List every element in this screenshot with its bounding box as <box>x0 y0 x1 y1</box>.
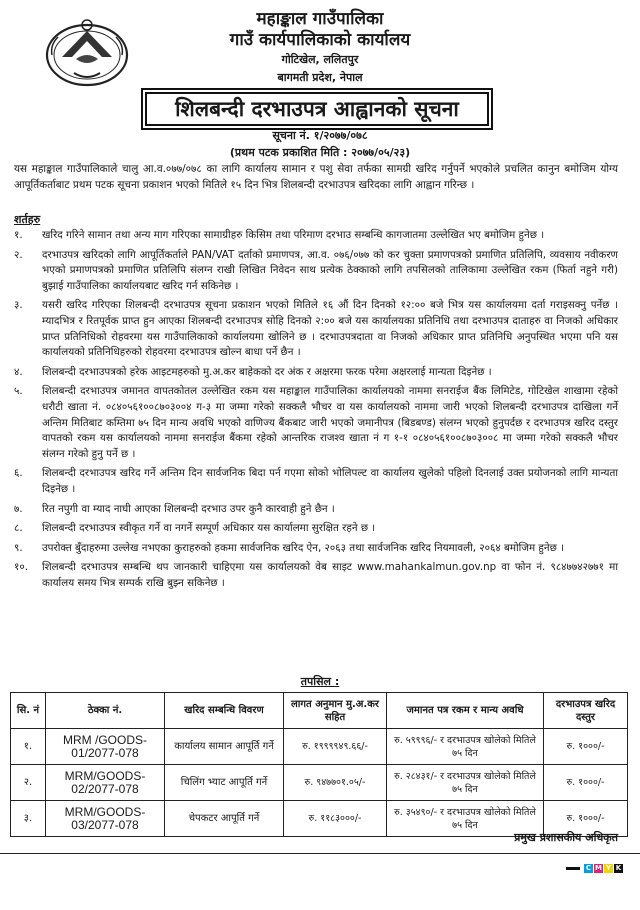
cell-security: रु. ३५४९०/- र दरभाउपत्र खोलेको मितिले ७५ दिन <box>387 801 544 837</box>
registration-bar <box>566 867 580 870</box>
term-item <box>14 248 618 295</box>
cell-security: रु. ५९९९६/- र दरभाउपत्र खोलेको मितिले ७५ दिन <box>387 729 544 765</box>
terms-list <box>14 228 618 595</box>
bottom-divider <box>0 853 640 854</box>
term-text: शिलबन्दी दरभाउपत्रको हरेक आइटमहरुको मु.अ.कर बाहेकको दर अंक र अक्षरमा फरक परेमा अक्षरलाई मान्यता दिइनेछ । <box>42 365 492 378</box>
cell-sn: १. <box>11 729 46 765</box>
cell-estimate: रु. ९४७७०१.०५/- <box>284 765 387 801</box>
yellow-chip: Y <box>605 863 612 872</box>
term-number: ५. <box>14 385 23 398</box>
term-number: ७. <box>14 502 23 515</box>
cell-fee: रु. १०००/- <box>544 729 628 765</box>
term-item <box>14 228 618 244</box>
term-number: ८. <box>14 522 23 535</box>
term-text: शिलबन्दी दरभाउपत्र स्वीकृत गर्ने वा नगर्ने सम्पूर्ण अधिकार यस कार्यालमा सुरक्षित रहने छ । <box>42 522 376 535</box>
intro-paragraph: यस महाङ्काल गाउँपालिकाले चालु आ.व.०७७/०७८ का लागि कार्यालय सामान र पशु सेवा तर्फका सामग्री खरिद गर्नुपर्ने भएकोले प्रचलित कानुन बमोजिम योग्य आपूर्तिकर्ताबाट प्रथम पटक सूचना प्रकाशन भएको मितिले १५ दिन भित्र शिलबन्दी दरभाउपत्र खरिदका लागि आह्वान गरिन्छ । <box>14 163 618 191</box>
term-item <box>14 384 618 462</box>
cell-sn: २. <box>11 765 46 801</box>
term-number: १. <box>14 229 23 241</box>
executive-office-name: गाउँ कार्यपालिकाको कार्यालय <box>229 30 411 50</box>
cell-contract-no: MRM /GOODS-01/2077-078 <box>46 729 165 765</box>
term-text: उपरोक्त बुँदाहरुमा उल्लेख नभएका कुराहरुको हकमा सार्वजनिक खरिद ऐन, २०६३ तथा सार्वजनिक खरिद नियमावली, २०६४ बमोजिम हुनेछ । <box>42 541 564 554</box>
cell-description: चिलिंग भ्याट आपूर्ति गर्ने <box>165 765 284 801</box>
terms-heading: शर्तहरु <box>14 213 41 226</box>
cell-sn: ३. <box>11 801 46 837</box>
notice-banner-title: शिलबन्दी दरभाउपत्र आह्वानको सूचना <box>145 92 489 126</box>
term-text: शिलबन्दी दरभाउपत्र सम्बन्धि थप जानकारी चाहिएमा यस कार्यालयको वेब साइट www.mahankalmun.gov.np वा फोन नं. ९८४७७४२७७१ मा कार्यालय समय भित्र सम्पर्क राखि बुझ्न सकिनेछ । <box>42 561 618 589</box>
cell-fee: रु. १०००/- <box>544 765 628 801</box>
term-item <box>14 521 618 537</box>
cell-security: रु. २८४३१/- र दरभाउपत्र खोलेको मितिले ७५ दिन <box>387 765 544 801</box>
cell-description: चेपकटर आपूर्ति गर्ने <box>165 801 284 837</box>
cell-estimate: रु. ११८३०००/- <box>284 801 387 837</box>
table-header-row <box>11 693 628 729</box>
col-header-security: जमानत पत्र रकम र मान्य अवधि <box>387 693 544 729</box>
cyan-chip: C <box>585 863 592 872</box>
office-location: गोटिखेल, ललितपुर <box>281 53 359 66</box>
term-text: शिलबन्दी दरभाउपत्र जमानत वापतकोतल उल्लेखित रकम यस महाङ्काल गाउँपालिका कार्यालयको नाममा सनराईज बैंक लिमिटेड, गोटिखेल शाखामा रहेको धरौटी खाता नं. ०८४०५६१००८७०३००४ ग-३ मा जम्मा गरेको सक्कलै भौचर वा यस कार्यालयको नाममा जारी भएको शिलबन्दी दरभाउपत्र दाखिला गर्ने अन्तिम मितिबाट कम्तिमा ७५ दिन मान्य अवधि भएको वाणिज्य बैंकबाट जारी भएको जमानीपत्र (बिडबण्ड) संलग्न भएको हुनुपर्दछ र दरभाउपत्र खरिद दस्तुर वापतको रकम यस कार्यालयको नाममा सनराईज बैंकमा रहेको आन्तरिक राजश्व खाता नं ग १-१ ०८४०५६१००८७०३००८ मा जम्मा गरेको सक्कलै भौचर संलग्न गरेको हुनु पर्ने छ । <box>42 385 618 460</box>
cell-fee: रु. १०००/- <box>544 801 628 837</box>
publication-date: (प्रथम पटक प्रकाशित मिति : २०७७/०५/२३) <box>229 146 411 159</box>
office-province: बागमती प्रदेश, नेपाल <box>277 71 363 84</box>
col-header-sn: सि. नं <box>11 693 46 729</box>
term-text: रित नपुगी वा म्याद नाघी आएका शिलबन्दी दरभाउ उपर कुनै कारवाही हुने छैन । <box>42 502 335 515</box>
term-item <box>14 541 618 557</box>
term-number: १०. <box>14 561 28 574</box>
col-header-contract-no: ठेक्का नं. <box>46 693 165 729</box>
term-number: ६. <box>14 467 23 480</box>
col-header-estimate: लागत अनुमान मु.अ.कर सहित <box>284 693 387 729</box>
nepal-emblem-icon <box>44 15 130 87</box>
col-header-fee: दरभाउपत्र खरिद दस्तुर <box>544 693 628 729</box>
cmyk-print-mark <box>566 863 624 873</box>
office-name: महाङ्काल गाउँपालिका <box>256 9 384 29</box>
table-row <box>11 765 628 801</box>
notice-number: सूचना नं. १/२०७७/०७८ <box>272 129 368 142</box>
term-item <box>14 298 618 360</box>
schedule-title: तपसिल : <box>300 675 340 688</box>
term-text: खरिद गरिने सामान तथा अन्य माग गरिएका सामाग्रीहरु किसिम तथा परिमाण दरभाउ सम्बन्धि कागजातमा उल्लेखित भए बमोजिम हुनेछ । <box>42 229 545 241</box>
cell-estimate: रु. १९९९९४९.६६/- <box>284 729 387 765</box>
cell-contract-no: MRM/GOODS-02/2077-078 <box>46 765 165 801</box>
term-text: शिलबन्दी दरभाउपत्र खरिद गर्ने अन्तिम दिन सार्वजनिक बिदा पर्न गएमा सोको भोलिपल्ट वा कार्यालय खुलेको पहिलो दिनलाई उक्त प्रयोजनको लागि मान्यता दिइनेछ । <box>42 467 618 495</box>
term-text: दरभाउपत्र खरिदको लागि आपूर्तिकर्ताले PAN/VAT दर्ताको प्रमाणपत्र, आ.व. ०७६/०७७ को कर चुक्ता प्रमाणपत्रको प्रमाणित प्रतिलिपि, व्यवसाय नवीकरण भएको प्रमाणपत्रको प्रमाणित प्रतिलिपि संलग्न राखी लिखित निवेदन साथ प्रत्येक ठेक्काको लागि तपसिलको तालिकामा उल्लेखित रकम (फिर्ता नहुने गरी) बुझाई गाउँपालिका कार्यालयबाट खरिद गर्न सकिनेछ । <box>42 248 618 292</box>
black-chip: K <box>615 863 622 872</box>
term-number: ४. <box>14 365 23 378</box>
term-item <box>14 466 618 497</box>
cell-description: कार्यालय सामान आपूर्ति गर्ने <box>165 729 284 765</box>
term-item <box>14 502 618 518</box>
signatory-title: प्रमुख प्रशासकीय अधिकृत <box>514 831 618 844</box>
cell-contract-no: MRM/GOODS-03/2077-078 <box>46 801 165 837</box>
magenta-chip: M <box>595 863 602 872</box>
table-row <box>11 729 628 765</box>
term-item <box>14 365 618 381</box>
term-text: यसरी खरिद गरिएका शिलबन्दी दरभाउपत्र सूचना प्रकाशन भएको मितिले १६ औं दिन दिनको १२:०० बजे भित्र यस कार्यालयमा दर्ता गराइसक्नु पर्नेछ । म्यादभित्र र रितपूर्वक प्राप्त हुन आएका शिलबन्दी दरभाउपत्र सोहि दिनको २:०० बजे यस कार्यालयका प्रतिनिधि तथा दरभाउपत्र दाताहरु वा निजको अधिकार प्राप्त प्रतिनिधिको रोहवरमा यस गाउँपालिकाको कार्यालयमा खोलिने छ । दरभाउपत्रदाता वा निजको अधिकार प्राप्त प्रतिनिधि अनुपस्थित भएमा पनि यस कार्यालयको प्रतिनिधिहरुको रोहवरमा दरभाउपत्र खोल्न बाधा पर्ने छैन । <box>42 299 618 359</box>
col-header-description: खरिद सम्बन्धि विवरण <box>165 693 284 729</box>
term-number: ३. <box>14 299 23 312</box>
term-number: ९. <box>14 541 23 554</box>
schedule-table <box>10 692 628 837</box>
term-number: २. <box>14 248 23 261</box>
term-item <box>14 560 618 591</box>
